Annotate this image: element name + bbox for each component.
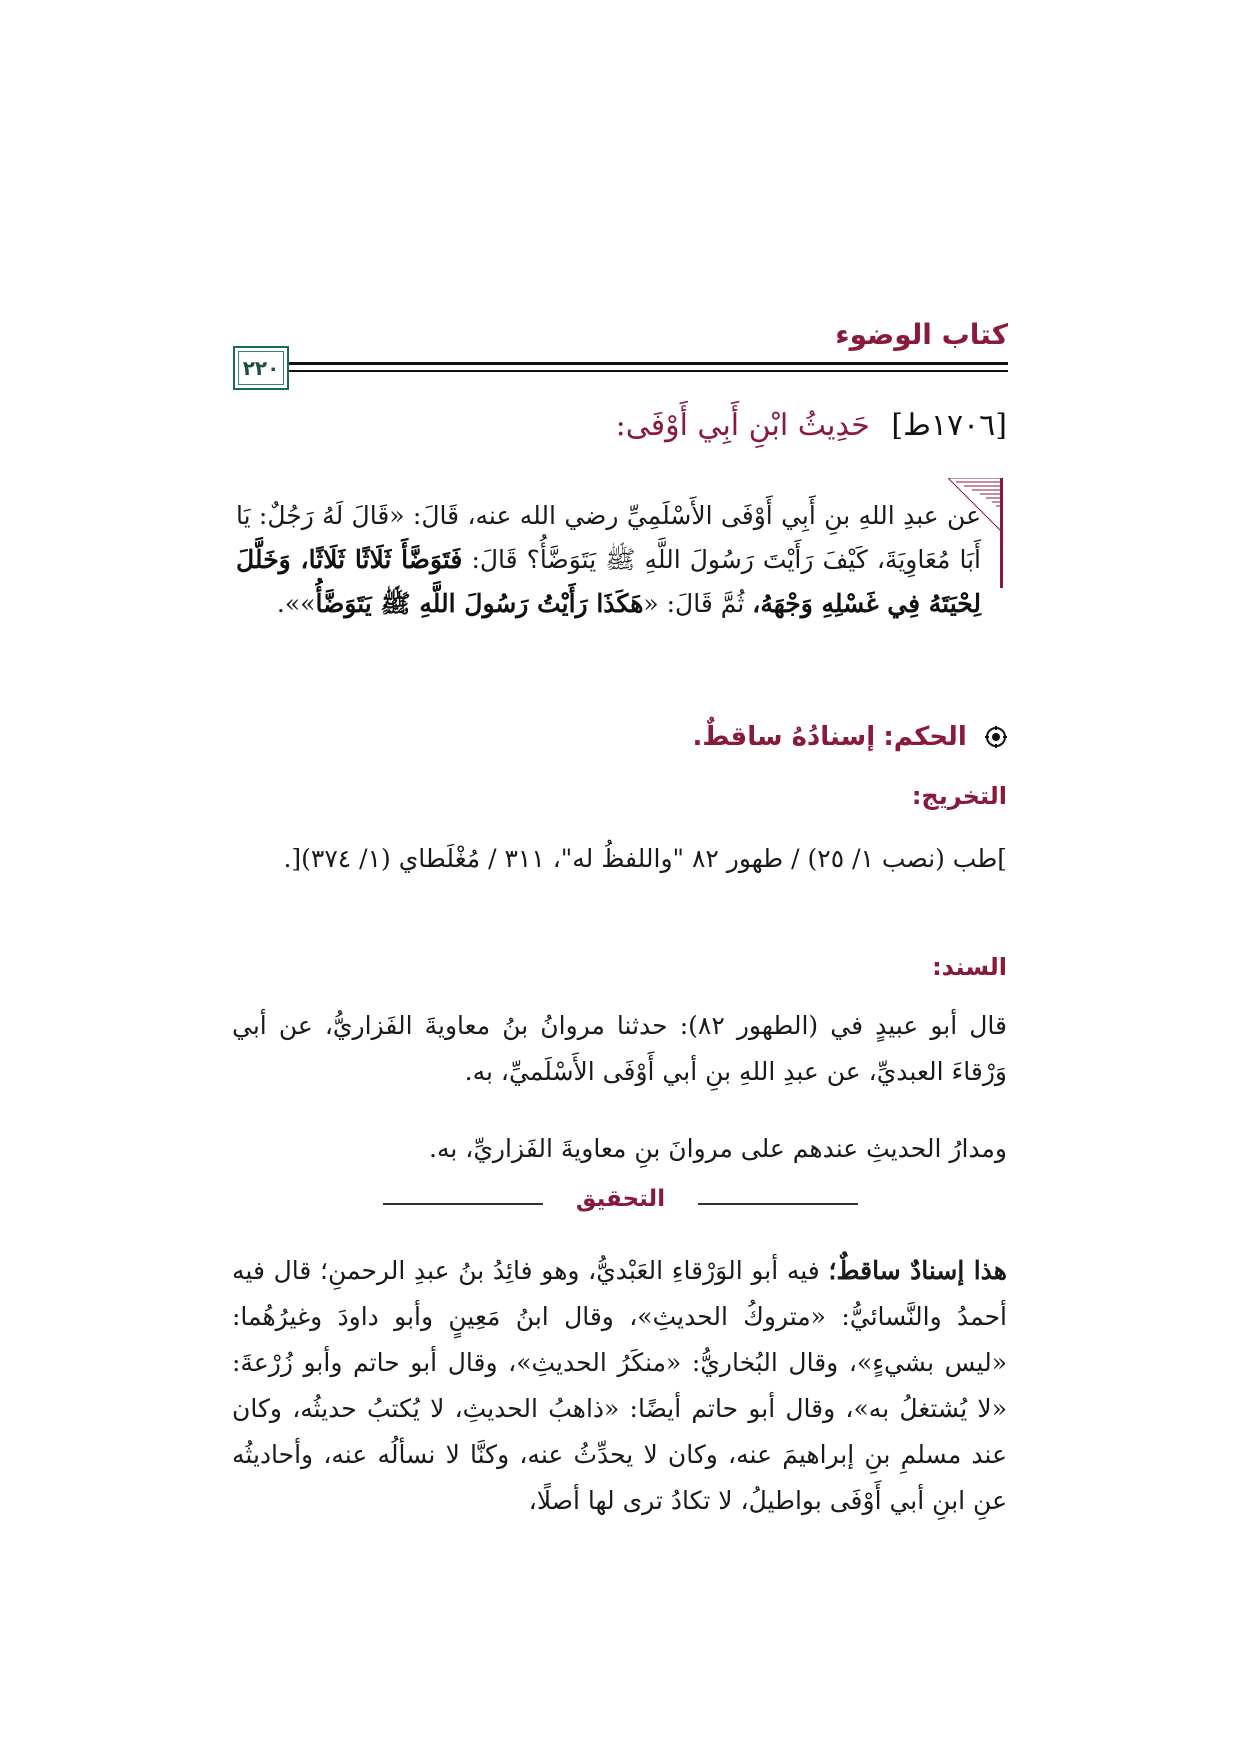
tahqiq-lead: هذا إسنادٌ ساقطٌ؛ (828, 1256, 1007, 1285)
ruling-line (692, 722, 1007, 752)
ruling-value: إسنادُهُ ساقطٌ. (692, 722, 876, 752)
matn-bold: فَتَوَضَّأَ ثَلَاثًا ثَلَاثًا، وَخَلَّلَ لِحْيَتَهُ فِي غَسْلِهِ وَجْهَهُ، (236, 545, 981, 618)
hadith-number: [١٧٠٦ط] (891, 408, 1007, 443)
matn-text (236, 494, 981, 626)
takhrij-text: ]طب (نصب ١/ ٢٥) / طهور ٨٢ "واللفظُ له"، ٣١١ / مُغْلَطاي (١/ ٣٧٤)[. (283, 844, 1007, 873)
divider-line-left (383, 1203, 543, 1205)
book-title: كتاب الوضوء (835, 318, 1008, 351)
divider-line-right (698, 1203, 858, 1205)
sanad-title: السند: (932, 953, 1007, 981)
hadith-heading (616, 408, 1007, 443)
page-number-box (233, 346, 289, 390)
ruling-label: الحكم: (883, 722, 967, 752)
matn-box (233, 478, 1003, 688)
tahqiq-divider (233, 1186, 1008, 1222)
matn-part: ثُمَّ قَالَ: « (643, 589, 753, 618)
takhrij-title: التخريج: (911, 782, 1007, 810)
sanad-paragraph-2: ومدارُ الحديثِ عندهم على مروانَ بنِ معاويةَ الفَزاريِّ، به. (429, 1134, 1007, 1163)
flower-icon (985, 726, 1007, 748)
matn-part: عن عبدِ اللهِ بنِ أَبِي أَوْفَى الأَسْلَمِيِّ رضي الله عنه، قَالَ: «قَالَ لَهُ رَجُلٌ: يَا أَبَا مُعَاوِيَةَ، كَيْفَ رَأَيْتَ رَسُولَ اللَّهِ ﷺ يَتَوَضَّأُ؟ قَالَ: (236, 501, 981, 574)
matn-bold: هَكَذَا رَأَيْتُ رَسُولَ اللَّهِ ﷺ يَتَوَضَّأُ (315, 589, 644, 618)
tahqiq-title: التحقيق (560, 1186, 681, 1212)
tahqiq-text: فيه أبو الوَرْقاءِ العَبْديُّ، وهو فائِدُ بنُ عبدِ الرحمنِ؛ قال فيه أحمدُ والنَّسائيُّ: «متروكُ الحديثِ»، وقال ابنُ مَعِينٍ وأبو داودَ وغيرُهُما: «ليس بشيءٍ»، وقال البُخاريُّ: «منكَرُ الحديثِ»، وقال أبو حاتم وأبو زُرْعةَ: «لا يُشتغلُ به»، وقال أبو حاتم أيضًا: «ذاهبُ الحديثِ، لا يُكتبُ حديثُه، وكان عند مسلمِ بنِ إبراهيمَ عنه، وكان لا يحدِّثُ عنه، وكنَّا لا نسألُه عنه، وأحاديثُه عنِ ابنِ أبي أَوْفَى بواطيلُ، لا تكادُ ترى لها أصلًا، (232, 1256, 1007, 1515)
matn-part: »». (276, 589, 316, 618)
tahqiq-paragraph (232, 1248, 1007, 1524)
page-number: ٢٢٠ (242, 356, 280, 380)
hadith-title: حَدِيثُ ابْنِ أَبِي أَوْفَى: (615, 408, 870, 443)
page-header (233, 318, 1008, 382)
header-rule (238, 362, 1008, 365)
header-rule-secondary (238, 370, 1008, 372)
matn-side-rule (1000, 478, 1003, 588)
sanad-paragraph-1: قال أبو عبيدٍ في (الطهور ٨٢): حدثنا مروانُ بنُ معاويةَ الفَزاريُّ، عن أبي وَرْقاءَ العبديِّ، عن عبدِ اللهِ بنِ أبي أَوْفَى الأَسْلَميِّ، به. (232, 1011, 1007, 1086)
